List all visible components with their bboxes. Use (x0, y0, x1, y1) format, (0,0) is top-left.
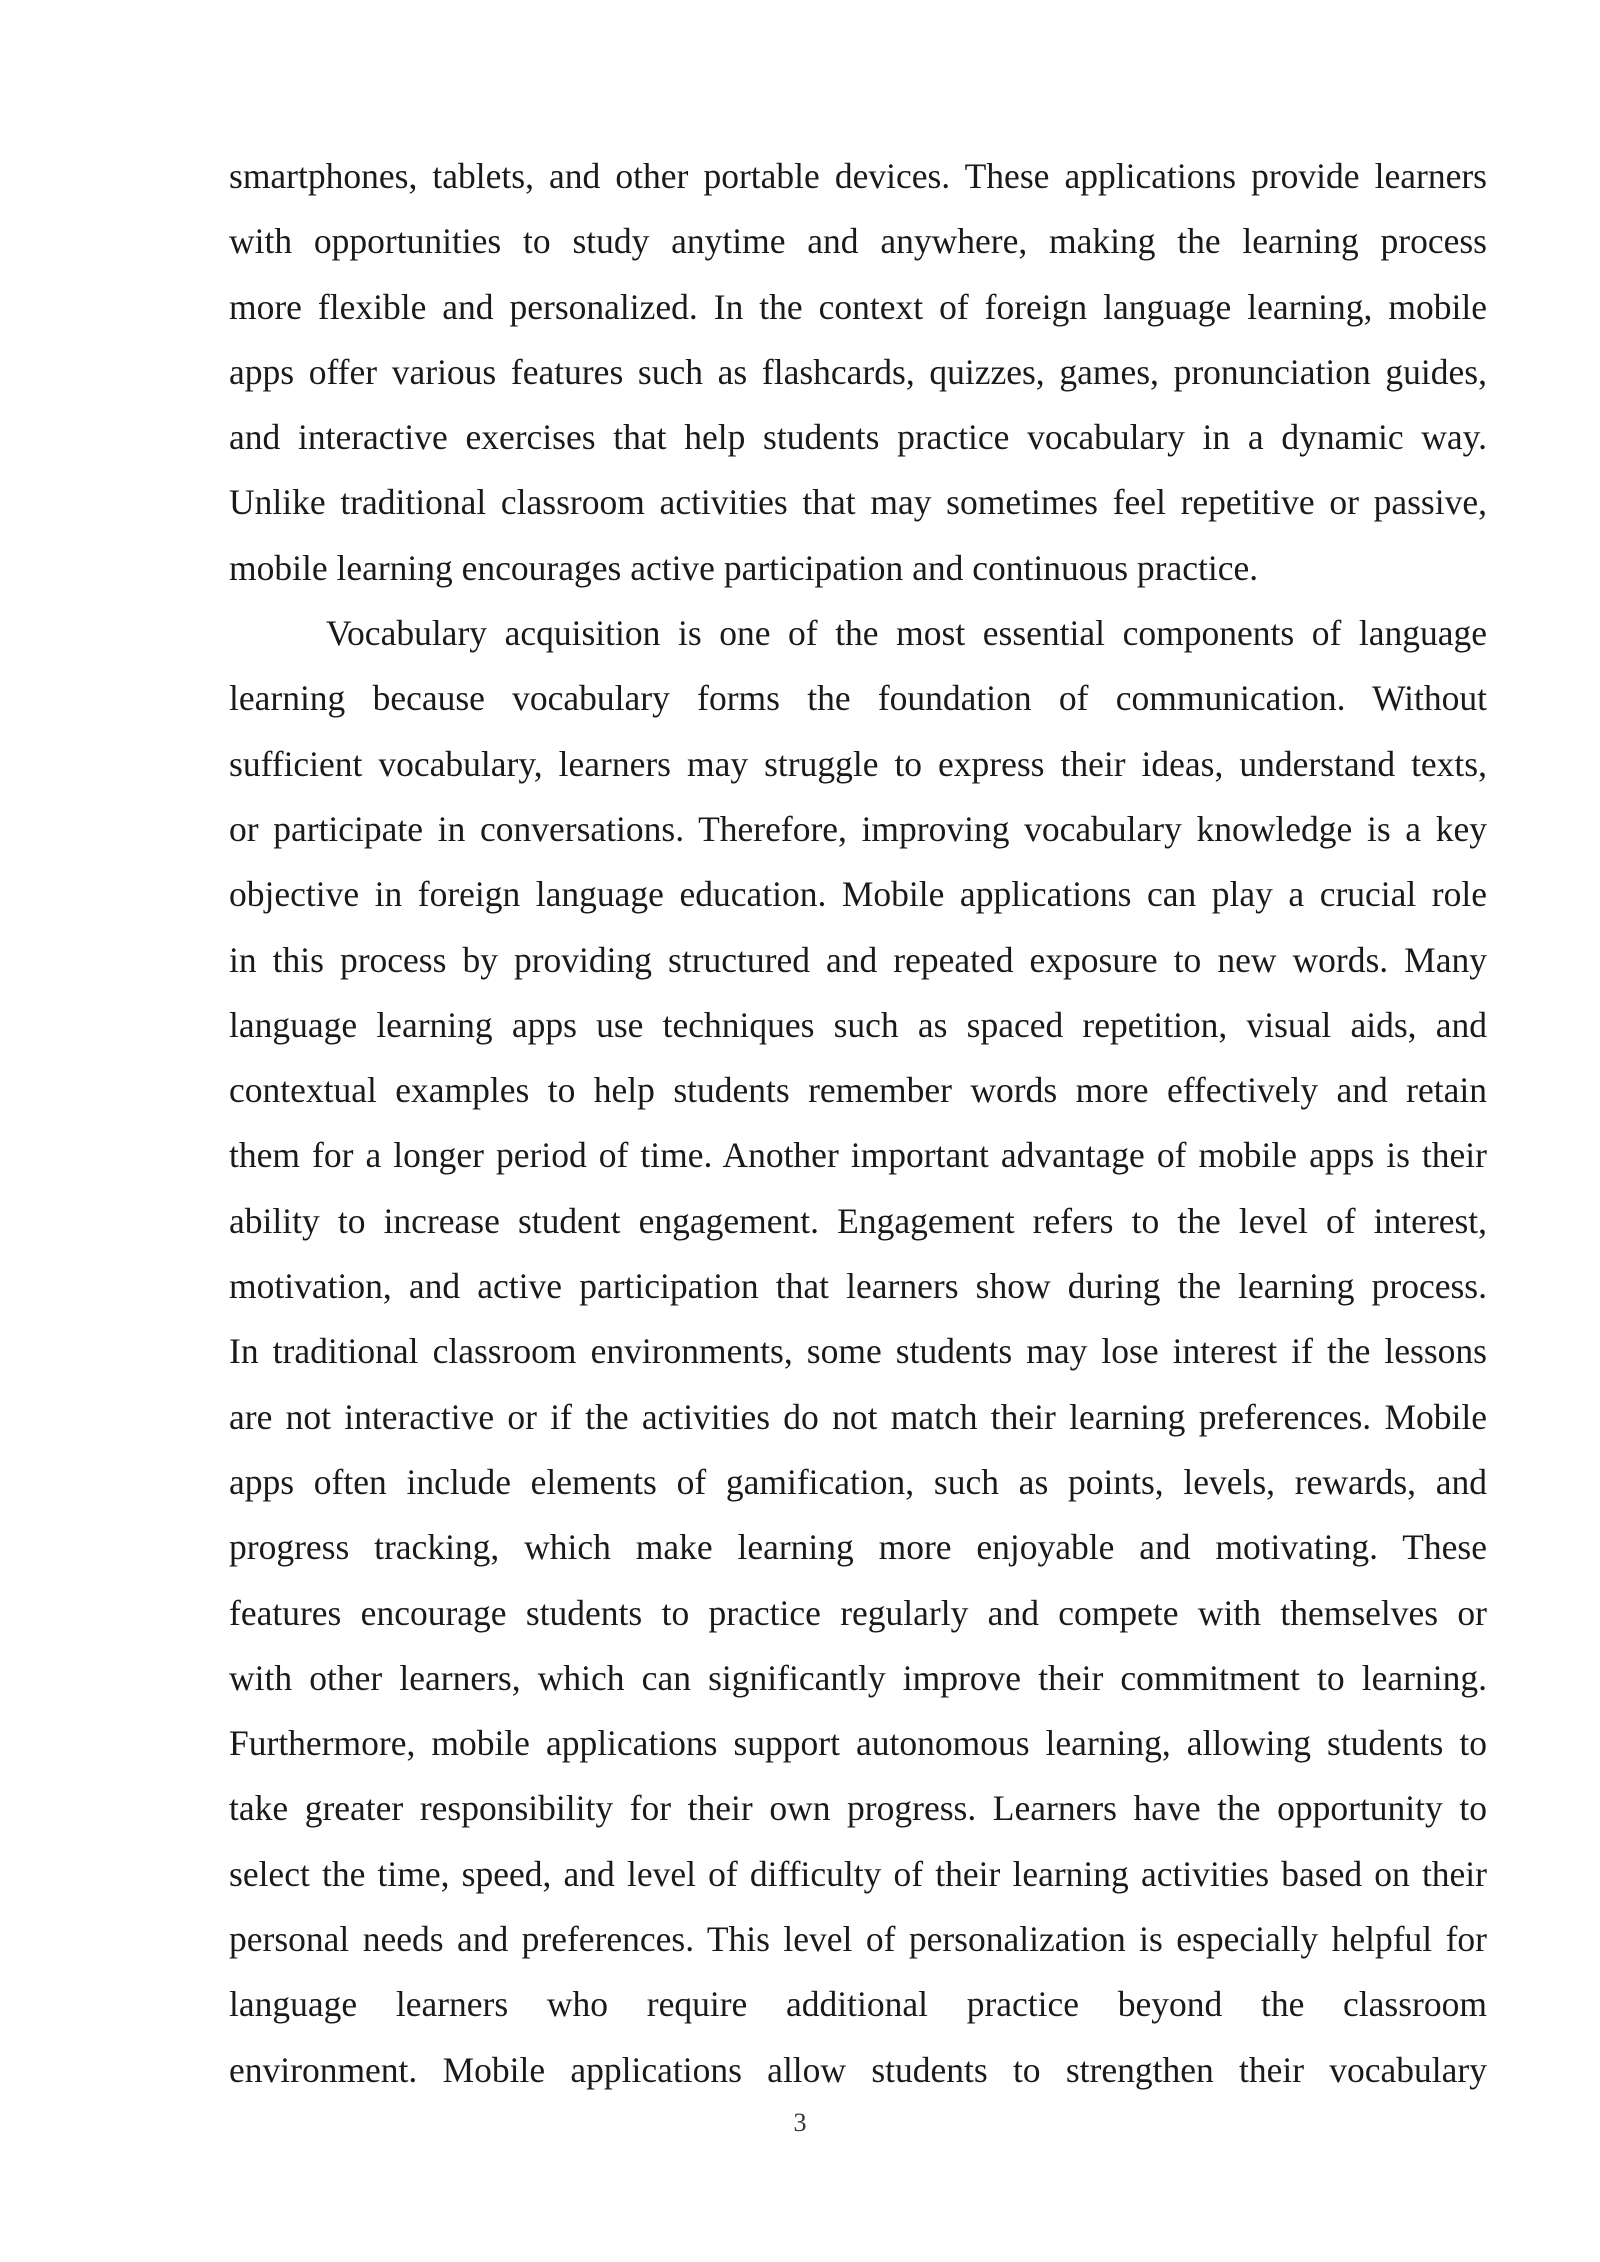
text-line: are not interactive or if the activities do not match their learning preferences. Mobile (229, 1396, 1487, 1437)
text-line: sufficient vocabulary, learners may struggle to express their ideas, understand texts, (229, 743, 1487, 784)
text-line: Furthermore, mobile applications support autonomous learning, allowing students to (229, 1723, 1487, 1764)
text-line: smartphones, tablets, and other portable devices. These applications provide learners (229, 156, 1487, 196)
text-line: them for a longer period of time. Another important advantage of mobile apps is their (229, 1135, 1487, 1176)
paragraph-2 (229, 601, 1487, 2103)
text-line: apps often include elements of gamification, such as points, levels, rewards, and (229, 1461, 1487, 1502)
text-line: ability to increase student engagement. Engagement refers to the level of interest, (229, 1200, 1487, 1241)
text-line: more flexible and personalized. In the context of foreign language learning, mobile (229, 286, 1487, 327)
text-line: progress tracking, which make learning more enjoyable and motivating. These (229, 1527, 1487, 1568)
text-line: personal needs and preferences. This level of personalization is especially helpful for (229, 1919, 1487, 1960)
text-line: with other learners, which can significantly improve their commitment to learning. (229, 1657, 1487, 1698)
text-line: select the time, speed, and level of difficulty of their learning activities based on their (229, 1853, 1487, 1894)
text-line: contextual examples to help students remember words more effectively and retain (229, 1070, 1487, 1111)
text-line: In traditional classroom environments, some students may lose interest if the lessons (229, 1331, 1487, 1372)
page-number: 3 (793, 2108, 807, 2137)
text-line: or participate in conversations. Therefore, improving vocabulary knowledge is a key (229, 808, 1487, 849)
text-line: mobile learning encourages active participation and continuous practice. (229, 547, 1259, 588)
text-line: apps offer various features such as flashcards, quizzes, games, pronunciation guides, (229, 351, 1487, 392)
text-line: learning because vocabulary forms the foundation of communication. Without (229, 678, 1487, 719)
paragraph-1 (229, 144, 1487, 601)
body-text (229, 144, 1487, 2103)
text-line: Unlike traditional classroom activities that may sometimes feel repetitive or passive, (229, 482, 1487, 523)
text-line: features encourage students to practice regularly and compete with themselves or (229, 1592, 1487, 1633)
text-line: language learners who require additional practice beyond the classroom (229, 1984, 1487, 2025)
text-line: with opportunities to study anytime and anywhere, making the learning process (229, 221, 1487, 262)
text-line: objective in foreign language education. Mobile applications can play a crucial role (229, 874, 1487, 915)
text-line: Vocabulary acquisition is one of the most essential components of language (326, 613, 1487, 654)
text-line: in this process by providing structured and repeated exposure to new words. Many (229, 939, 1487, 980)
text-line: environment. Mobile applications allow students to strengthen their vocabulary (229, 2049, 1487, 2090)
text-line: take greater responsibility for their own progress. Learners have the opportunity to (229, 1788, 1487, 1829)
text-line: motivation, and active participation that learners show during the learning process. (229, 1266, 1487, 1307)
text-line: language learning apps use techniques such as spaced repetition, visual aids, and (229, 1004, 1487, 1045)
text-line: and interactive exercises that help students practice vocabulary in a dynamic way. (229, 417, 1487, 458)
